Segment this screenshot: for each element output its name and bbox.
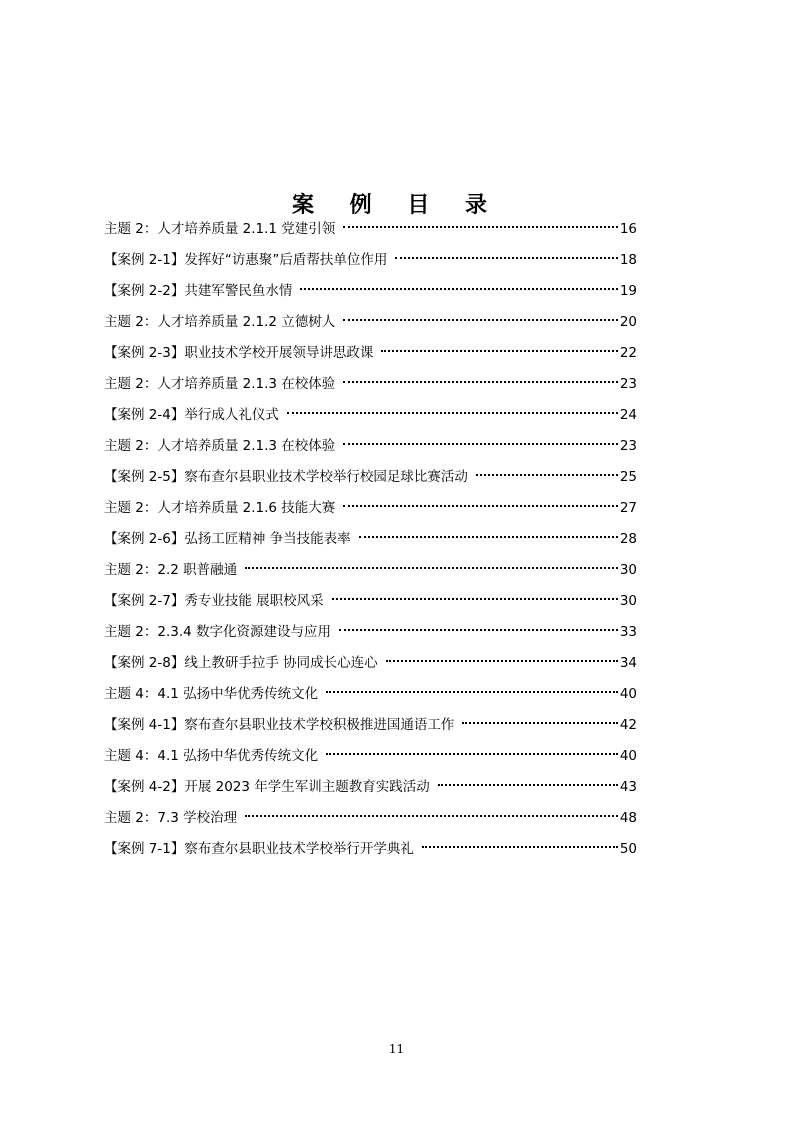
table-of-contents — [104, 216, 637, 867]
dot-leader — [245, 815, 618, 817]
dot-leader — [462, 722, 617, 724]
dot-leader — [381, 350, 617, 352]
toc-entry-title: 【案例 2-7】秀专业技能 展职校风采 — [104, 593, 324, 609]
toc-entry-page: 48 — [619, 810, 637, 826]
toc-entry[interactable] — [104, 650, 637, 681]
toc-entry[interactable] — [104, 464, 637, 495]
toc-entry-page: 24 — [619, 407, 637, 423]
dot-leader — [386, 660, 618, 662]
toc-entry-page: 30 — [619, 562, 637, 578]
toc-entry[interactable] — [104, 402, 637, 433]
toc-entry-page: 40 — [619, 748, 637, 764]
dot-leader — [359, 536, 618, 538]
toc-entry-page: 22 — [619, 345, 637, 361]
dot-leader — [245, 567, 618, 569]
toc-entry-title: 【案例 7-1】察布查尔县职业技术学校举行开学典礼 — [104, 841, 414, 857]
page-number: 11 — [388, 1042, 405, 1056]
toc-entry-page: 23 — [619, 376, 637, 392]
toc-entry-title: 主题 2：2.3.4 数字化资源建设与应用 — [104, 624, 332, 640]
dot-leader — [326, 691, 618, 693]
toc-entry[interactable] — [104, 774, 637, 805]
dot-leader — [343, 319, 618, 321]
toc-entry[interactable] — [104, 681, 637, 712]
dot-leader — [300, 288, 617, 290]
toc-entry[interactable] — [104, 619, 637, 650]
dot-leader — [422, 846, 618, 848]
toc-entry-title: 主题 2：人才培养质量 2.1.6 技能大赛 — [104, 500, 336, 516]
dot-leader — [287, 412, 618, 414]
dot-leader — [339, 629, 618, 631]
toc-entry[interactable] — [104, 557, 637, 588]
dot-leader — [343, 505, 618, 507]
toc-entry-page: 23 — [619, 438, 637, 454]
toc-entry[interactable] — [104, 588, 637, 619]
toc-entry-title: 主题 4：4.1 弘扬中华优秀传统文化 — [104, 748, 319, 764]
toc-entry-page: 20 — [619, 314, 637, 330]
toc-entry-page: 27 — [619, 500, 637, 516]
dot-leader — [343, 381, 618, 383]
toc-entry-title: 【案例 2-3】职业技术学校开展领导讲思政课 — [104, 345, 374, 361]
toc-entry-title: 【案例 2-1】发挥好“访惠聚”后盾帮扶单位作用 — [104, 252, 388, 268]
toc-entry-page: 42 — [619, 717, 637, 733]
toc-entry[interactable] — [104, 495, 637, 526]
toc-entry[interactable] — [104, 309, 637, 340]
dot-leader — [343, 443, 618, 445]
toc-entry-title: 主题 2：人才培养质量 2.1.3 在校体验 — [104, 438, 336, 454]
toc-entry-page: 34 — [619, 655, 637, 671]
toc-entry[interactable] — [104, 805, 637, 836]
toc-entry-page: 50 — [619, 841, 637, 857]
toc-entry-title: 主题 2：7.3 学校治理 — [104, 810, 238, 826]
toc-entry-title: 【案例 2-2】共建军警民鱼水情 — [104, 283, 293, 299]
toc-entry[interactable] — [104, 371, 637, 402]
toc-entry-page: 30 — [619, 593, 637, 609]
toc-entry-page: 25 — [619, 469, 637, 485]
toc-entry[interactable] — [104, 526, 637, 557]
toc-entry-page: 18 — [619, 252, 637, 268]
toc-entry-title: 【案例 2-6】弘扬工匠精神 争当技能表率 — [104, 531, 351, 547]
toc-entry[interactable] — [104, 247, 637, 278]
dot-leader — [395, 257, 617, 259]
toc-entry[interactable] — [104, 743, 637, 774]
document-title: 案 例 目 录 — [292, 192, 501, 218]
toc-entry[interactable] — [104, 278, 637, 309]
dot-leader — [438, 784, 618, 786]
toc-entry-title: 主题 2：人才培养质量 2.1.1 党建引领 — [104, 221, 336, 237]
toc-entry[interactable] — [104, 712, 637, 743]
toc-entry-title: 【案例 2-8】线上教研手拉手 协同成长心连心 — [104, 655, 378, 671]
dot-leader — [476, 474, 618, 476]
dot-leader — [332, 598, 618, 600]
toc-entry-page: 43 — [619, 779, 637, 795]
toc-entry-page: 19 — [619, 283, 637, 299]
dot-leader — [326, 753, 618, 755]
toc-entry[interactable] — [104, 836, 637, 867]
toc-entry-title: 【案例 4-2】开展 2023 年学生军训主题教育实践活动 — [104, 779, 430, 795]
toc-entry-title: 【案例 2-5】察布查尔县职业技术学校举行校园足球比赛活动 — [104, 469, 468, 485]
toc-entry-title: 【案例 4-1】察布查尔县职业技术学校积极推进国通语工作 — [104, 717, 455, 733]
toc-entry-title: 主题 2：2.2 职普融通 — [104, 562, 238, 578]
toc-entry-title: 【案例 2-4】举行成人礼仪式 — [104, 407, 279, 423]
toc-entry[interactable] — [104, 433, 637, 464]
toc-entry[interactable] — [104, 340, 637, 371]
toc-entry-page: 28 — [619, 531, 637, 547]
toc-entry-title: 主题 2：人才培养质量 2.1.2 立德树人 — [104, 314, 336, 330]
toc-entry-title: 主题 4：4.1 弘扬中华优秀传统文化 — [104, 686, 319, 702]
toc-entry-title: 主题 2：人才培养质量 2.1.3 在校体验 — [104, 376, 336, 392]
toc-entry-page: 40 — [619, 686, 637, 702]
toc-entry-page: 16 — [619, 221, 637, 237]
toc-entry-page: 33 — [619, 624, 637, 640]
dot-leader — [343, 226, 618, 228]
toc-entry[interactable] — [104, 216, 637, 247]
